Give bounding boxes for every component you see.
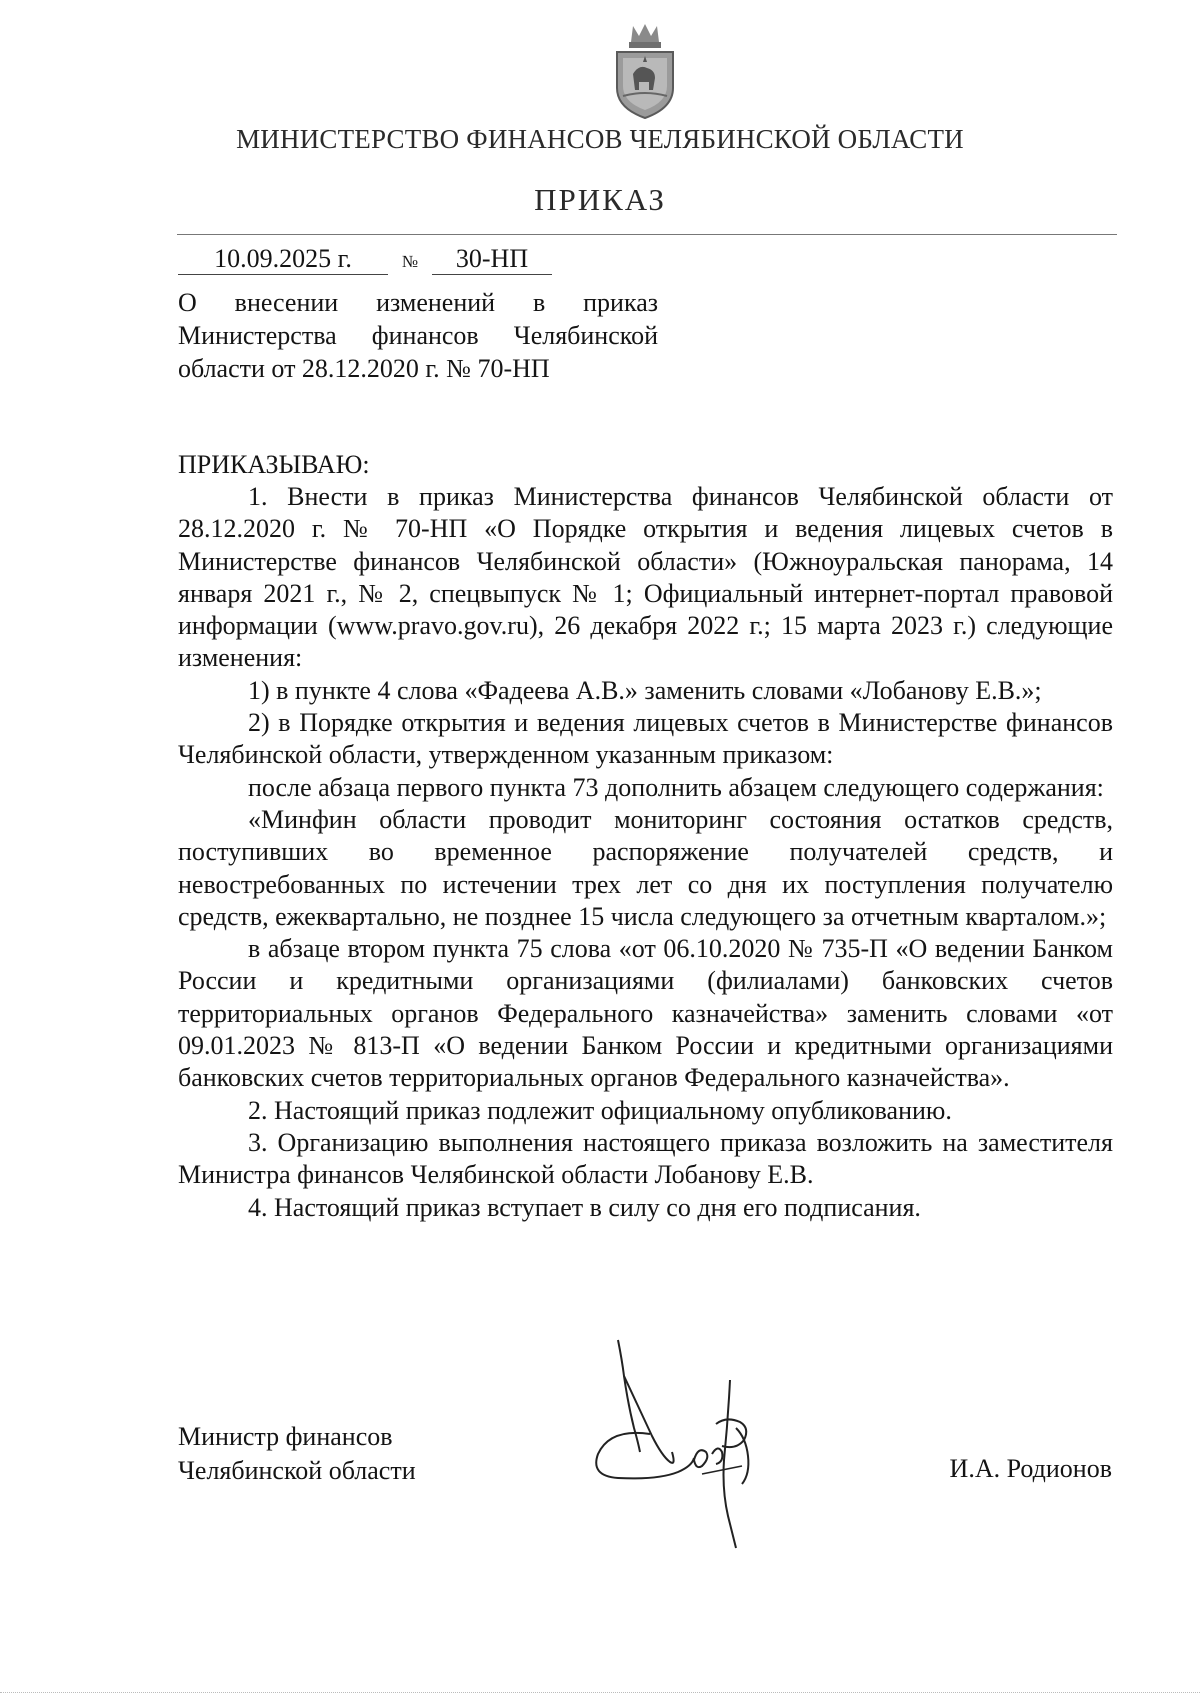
signatory-title-line: Челябинской области: [178, 1456, 416, 1485]
order-date: 10.09.2025 г.: [178, 244, 388, 275]
body-paragraph: «Минфин области проводит мониторинг состояния остатков средств, поступивших во временное распоряжение получателей средств, и невостребованных по истечении трех лет со дня их поступления получателю средств, ежеквартально, не позднее 15 числа следующего за отчетным кварталом.»;: [178, 804, 1113, 931]
order-body: [178, 481, 1113, 1224]
signatory-name: И.А. Родионов: [949, 1454, 1112, 1483]
body-paragraph: 3. Организацию выполнения настоящего приказа возложить на заместителя Министра финансов Челябинской области Лобанову Е.В.: [178, 1127, 1113, 1190]
header-divider: [177, 234, 1117, 235]
order-subject: [178, 286, 658, 385]
body-paragraph: в абзаце втором пункта 75 слова «от 06.10.2020 № 735-П «О ведении Банком России и кредитными организациями (филиалами) банковских счетов территориальных органов Федерального казначейства» заменить словами «от 09.01.2023 № 813-П «О ведении Банком России и кредитными организациями банковских счетов территориальных органов Федерального казначейства».: [178, 934, 1113, 1093]
subject-line: Министерства финансов Челябинской: [178, 321, 658, 350]
order-number: 30-НП: [432, 244, 552, 275]
number-sign: №: [401, 252, 419, 271]
ministry-name: МИНИСТЕРСТВО ФИНАНСОВ ЧЕЛЯБИНСКОЙ ОБЛАСТИ: [236, 124, 964, 154]
subject-line: О внесении изменений в приказ: [178, 288, 658, 317]
body-paragraph: 2) в Порядке открытия и ведения лицевых счетов в Министерстве финансов Челябинской области, утвержденном указанным приказом:: [178, 708, 1113, 770]
signatory-title: [178, 1420, 416, 1488]
page-bottom-edge: [0, 1692, 1200, 1693]
body-paragraph: 1) в пункте 4 слова «Фадеева А.В.» заменить словами «Лобанову Е.В.»;: [248, 675, 1042, 705]
handwritten-signature-icon: [590, 1336, 820, 1551]
order-preamble: ПРИКАЗЫВАЮ:: [178, 450, 370, 479]
body-paragraph: 2. Настоящий приказ подлежит официальному опубликованию.: [248, 1095, 952, 1125]
subject-line: области от 28.12.2020 г. № 70-НП: [178, 354, 550, 383]
chelyabinsk-coat-of-arms-icon: [613, 22, 677, 122]
document-type-title: ПРИКАЗ: [534, 182, 666, 217]
body-paragraph: после абзаца первого пункта 73 дополнить абзацем следующего содержания:: [248, 772, 1104, 802]
signatory-title-line: Министр финансов: [178, 1422, 393, 1451]
body-paragraph: 4. Настоящий приказ вступает в силу со дня его подписания.: [248, 1192, 921, 1222]
body-paragraph: 1. Внести в приказ Министерства финансов Челябинской области от 28.12.2020 г. № 70-НП «О Порядке открытия и ведения лицевых счетов в Министерстве финансов Челябинской области» (Южноуральская панорама, 14 января 2021 г., № 2, спецвыпуск № 1; Официальный интернет-портал правовой информации (www.pravo.gov.ru), 26 декабря 2022 г.; 15 марта 2023 г.) следующие изменения:: [178, 482, 1113, 673]
